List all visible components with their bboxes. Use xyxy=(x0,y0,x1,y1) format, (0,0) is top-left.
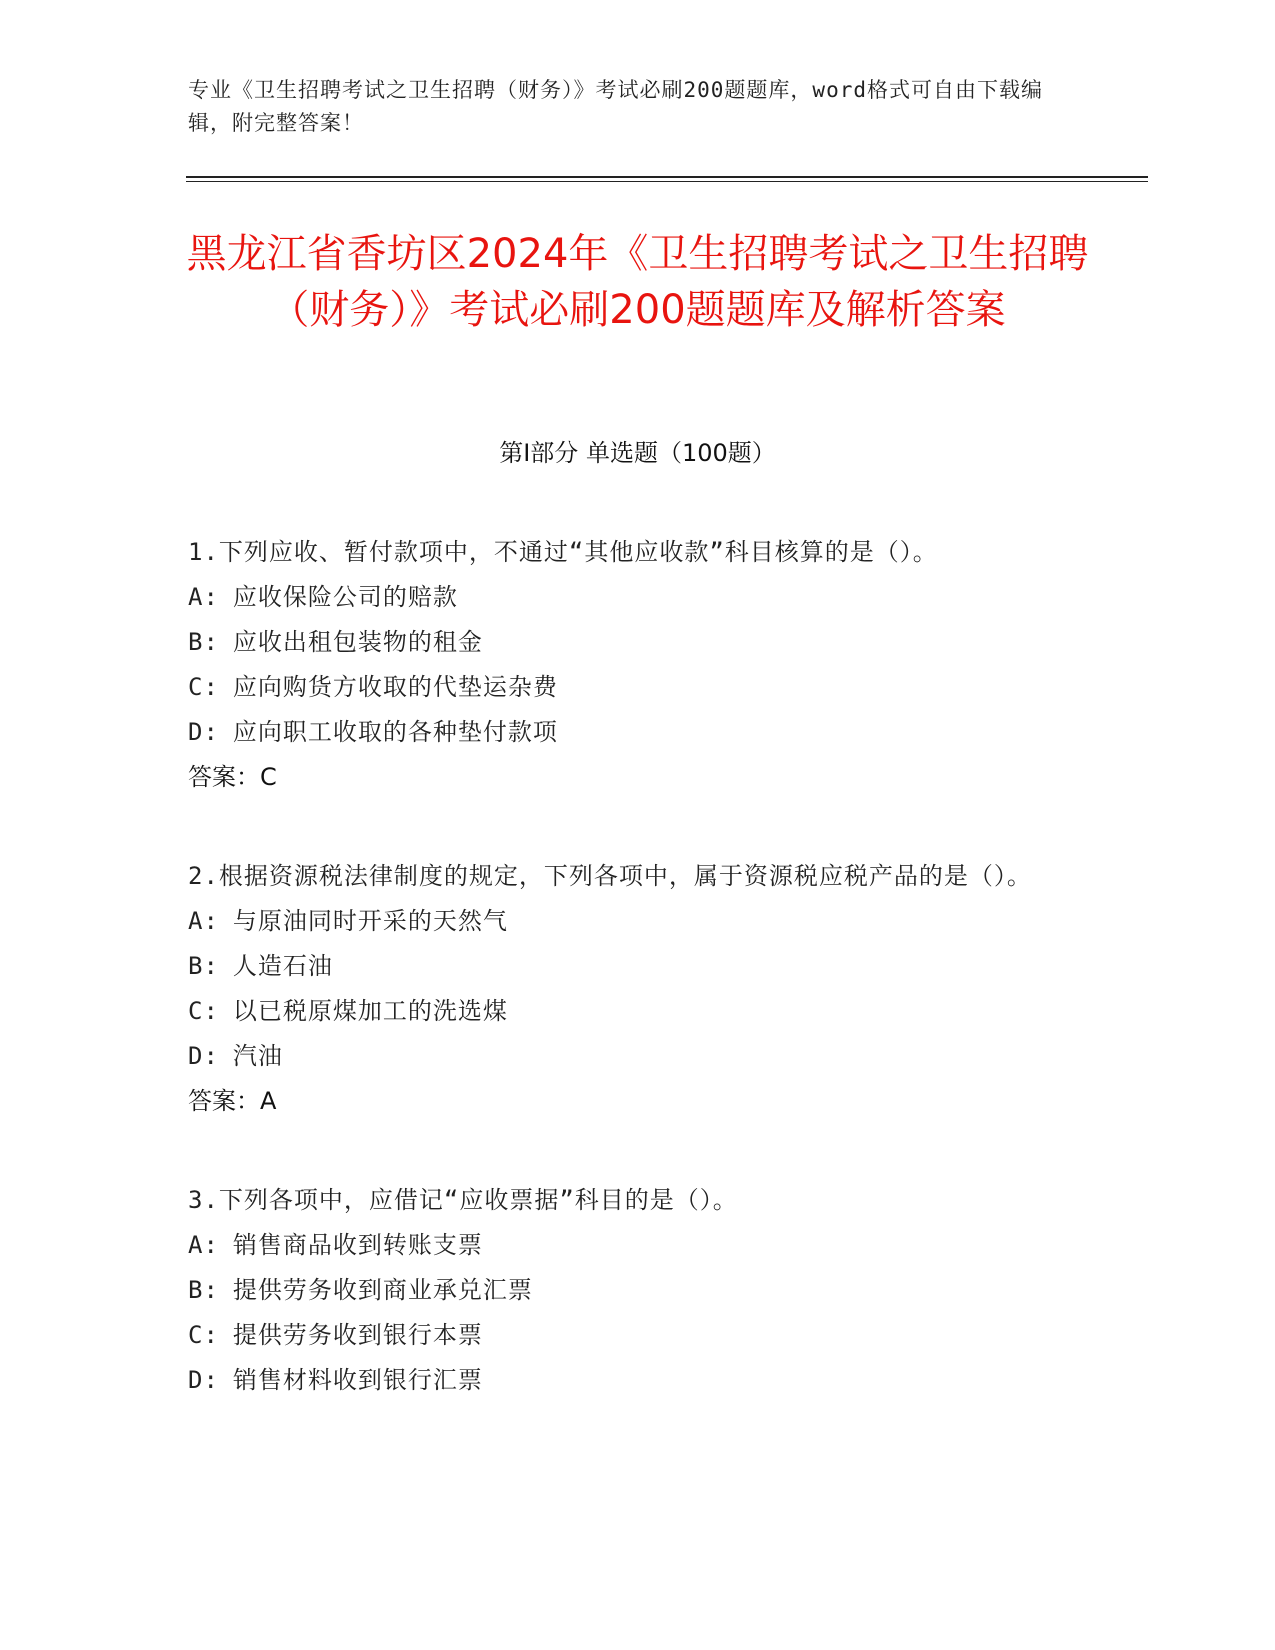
option-c xyxy=(188,1313,1068,1358)
question-list xyxy=(188,530,1068,1457)
option-d xyxy=(188,1358,1068,1403)
option-key: D: xyxy=(188,1366,219,1394)
option-a xyxy=(188,899,1068,944)
option-d xyxy=(188,710,1068,755)
question-stem: 1.下列应收、暂付款项中，不通过“其他应收款”科目核算的是（）。 xyxy=(188,538,938,566)
option-key: C: xyxy=(188,1321,219,1349)
question-item xyxy=(188,854,1068,1124)
question-item xyxy=(188,530,1068,800)
option-a xyxy=(188,1223,1068,1268)
option-key: B: xyxy=(188,628,219,656)
option-text: 提供劳务收到银行本票 xyxy=(232,1321,483,1349)
option-key: A: xyxy=(188,907,219,935)
header-divider-thick xyxy=(186,176,1148,178)
option-key: D: xyxy=(188,1042,219,1070)
option-key: C: xyxy=(188,997,219,1025)
option-text: 以已税原煤加工的洗选煤 xyxy=(232,997,508,1025)
option-text: 销售商品收到转账支票 xyxy=(232,1231,483,1259)
option-key: B: xyxy=(188,952,219,980)
question-stem: 3.下列各项中，应借记“应收票据”科目的是（）。 xyxy=(188,1186,738,1214)
option-c xyxy=(188,989,1068,1034)
option-key: A: xyxy=(188,1231,219,1259)
question-stem: 2.根据资源税法律制度的规定，下列各项中，属于资源税应税产品的是（）。 xyxy=(188,862,1032,890)
option-text: 销售材料收到银行汇票 xyxy=(232,1366,483,1394)
option-b xyxy=(188,620,1068,665)
option-d xyxy=(188,1034,1068,1079)
option-text: 与原油同时开采的天然气 xyxy=(232,907,508,935)
option-c xyxy=(188,665,1068,710)
question-answer: 答案：C xyxy=(188,763,277,791)
option-b xyxy=(188,944,1068,989)
option-key: D: xyxy=(188,718,219,746)
option-text: 人造石油 xyxy=(232,952,333,980)
option-b xyxy=(188,1268,1068,1313)
option-key: B: xyxy=(188,1276,219,1304)
header-note: 专业《卫生招聘考试之卫生招聘（财务）》考试必刷200题题库，word格式可自由下载编辑，附完整答案！ xyxy=(188,78,1043,135)
option-key: A: xyxy=(188,583,219,611)
option-text: 应向职工收取的各种垫付款项 xyxy=(232,718,558,746)
header-divider-thin xyxy=(186,181,1148,182)
option-key: C: xyxy=(188,673,219,701)
option-text: 提供劳务收到商业承兑汇票 xyxy=(232,1276,533,1304)
option-text: 应收出租包装物的租金 xyxy=(232,628,483,656)
option-text: 汽油 xyxy=(232,1042,283,1070)
document-title: 黑龙江省香坊区2024年《卫生招聘考试之卫生招聘（财务）》考试必刷200题题库及解析答案 xyxy=(186,231,1089,333)
question-item xyxy=(188,1178,1068,1403)
question-answer: 答案：A xyxy=(188,1087,277,1115)
section-title: 第Ⅰ部分 单选题（100题） xyxy=(499,439,776,467)
option-a xyxy=(188,575,1068,620)
option-text: 应收保险公司的赔款 xyxy=(232,583,458,611)
option-text: 应向购货方收取的代垫运杂费 xyxy=(232,673,558,701)
